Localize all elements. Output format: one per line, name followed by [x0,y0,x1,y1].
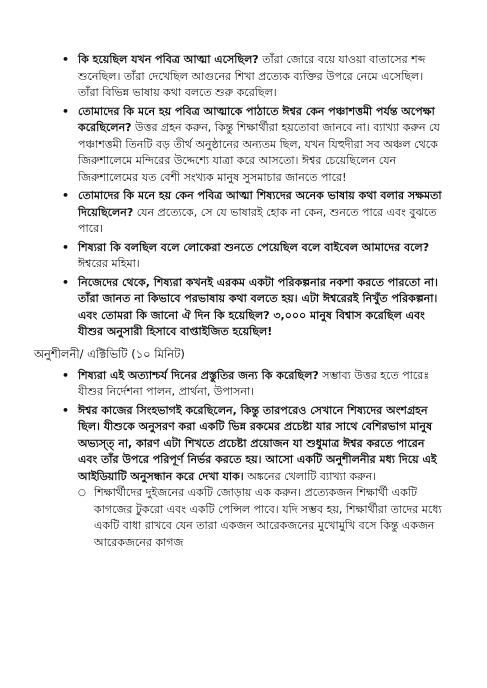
list-item [58,368,447,401]
question-text: নিজেদের থেকে, শিষ্যরা কখনই এরকম একটা পরিকল্পনার নকশা করতে পারতো না। তাঁরা জানত না কিভাবে পরভাষায় কথা বলতে হয়। এটা ঈশ্বরেরই নিখুঁত পরিকল্পনা। এবং তোমরা কি জানো ঐ দিন কি হয়েছিল? ৩,০০০ মানুষ বিশ্বাস করেছিল এবং যীশুর অনুসারী হিসাবে বাপ্তাইজিত হয়েছিল! [78,275,438,338]
answer-text: ঈশ্বরের মহিমা। [78,257,140,270]
question-text: ঈশ্বর কাজের সিংহভাগই করেছিলেন, কিন্তু তারপরেও সেখানে শিষ্যদের অংশগ্রহন ছিল। যীশুকে অনুসরণ করা একটি ভিন্ন রকমের প্রচেষ্টা যার সাথে বেশিরভাগ মানুষ অভ্যস্ত্ না, কারণ এটা শিখতে প্রচেষ্টা প্রয়োজন যা শুধুমাত্র ঈশ্বর করতে পারেন এবং তাঁর উপরে পরিপূর্ণ নির্ভর করতে হয়। আসো একটি অনুশীলনীর মধ্য দিয়ে এই আইডিয়াটি অনুসন্ধান করে দেখা যাক। [78,403,437,483]
list-item [58,403,447,552]
sub-list-item: ○ শিক্ষার্থীদের দুইজনের একটি জোড়ায় এক করুন। প্রত্যেকজন শিক্ষার্থী একটি কাগজের টুকরো এবং একটি পেন্সিল পাবে। যদি সম্ভব হয়, শিক্ষার্থীরা তাদের মধ্যে একটি বাধা রাখবে যেন তারা একজন আরেকজনের মুখোমুখি বসে কিন্তু একজন আরেকজনের কাগজ [78,485,447,551]
list-item [58,188,447,238]
answer-text: উত্তর গ্রহন করুন, কিন্তু শিক্ষার্থীরা হয়তোবা জানবে না। ব্যাখ্যা করুন যে পঞ্চাশত্তমী তিনটি বড় তীর্থ অনুষ্ঠানের অন্যতম ছিল, যখন যিহুদীরা সব অঞ্চল থেকে জিরুশালেমে মন্দিরের উদ্দেশ্যে যাত্রা করে আসতো। ঈশ্বর চেয়েছিলেন যেন জিরুশালেমের যত বেশী সংখ্যক মানুষ সুসমাচার জানতে পারে! [78,121,440,184]
section-heading: অনুশীলনী/ এক্টিভিটি (১০ মিনিট) [34,346,185,361]
list-item [58,52,447,102]
question-text: তোমাদের কি মনে হয় পবিত্র আত্মাকে পাঠাতে ঈশ্বর কেন পঞ্চাশত্তমী পর্যন্ত অপেক্ষা করেছিলেন? [78,104,435,134]
question-text: তোমাদের কি মনে হয় কেন পবিত্র আত্মা শিষ্যদের অনেক ভাষায় কথা বলার সক্ষমতা দিয়েছিলেন? [78,189,442,219]
bullet-list-bottom [58,368,447,552]
list-item [58,275,447,341]
answer-text: তাঁরা জোরে বয়ে যাওয়া বাতাসের শব্দ শুনেছিল। তাঁরা দেখেছিল আগুনের শিখা প্রত্যেক ব্যক্তির উপরে নেমে এসেছিল। তাঁরা বিভিন্ন ভাষায় কথা বলতে শুরু করেছিল। [78,53,426,99]
answer-text: যেন প্রত্যেকে, সে যে ভাষারই হোক না কেন, শুনতে পারে এবং বুঝতে পারে। [78,205,437,235]
question-text: কি হয়েছিল যখন পবিত্র আত্মা এসেছিল? [78,53,259,66]
list-item [58,104,447,187]
question-text: শিষ্যরা কি বলছিল বলে লোকেরা শুনতে পেয়েছিল বলে বাইবেল আমাদের বলে? [78,240,430,254]
answer-text: সম্ভাব্য উত্তর হতে পারেঃ যীশুর নির্দেশনা পালন, প্রার্থনা, উপাসনা। [78,368,430,398]
answer-text: অঙ্কনের খেলাটি ব্যাখ্যা করুন। [243,469,377,483]
bullet-list-top [58,52,447,341]
sub-bullet-list [78,485,447,551]
question-text: শিষ্যরা এই অত্যাশ্চর্য দিনের প্রস্তুতির জন্য কি করেছিল? [78,368,319,382]
list-item [58,240,447,273]
